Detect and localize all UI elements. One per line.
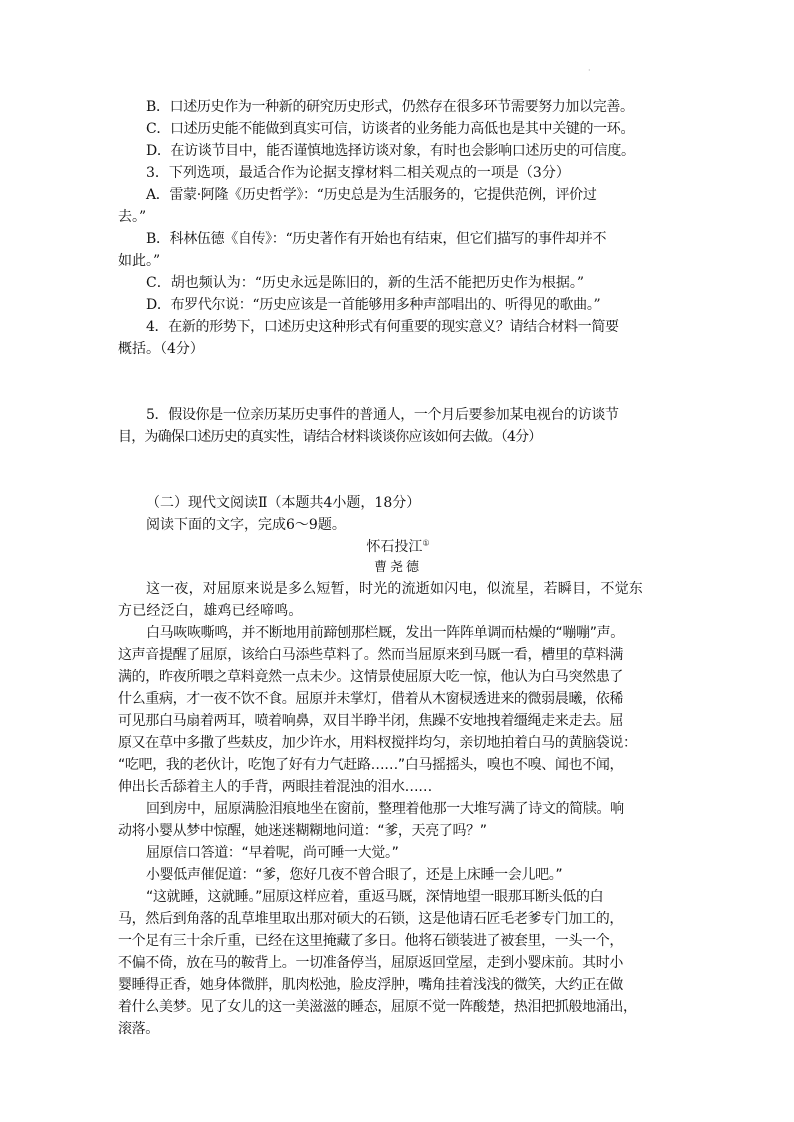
passage-line: 马，然后到角落的乱草堆里取出那对硕大的石锁，这是他请石匠毛老爹专门加工的，	[118, 911, 624, 927]
passage-line: 一个足有三十余斤重，已经在这里掩藏了多日。他将石锁装进了被套里，一头一个，	[118, 933, 624, 949]
passage-line: 满的，昨夜所喂之草料竟然一点未少。这情景使屈原大吃一惊，他认为白马突然患了	[118, 669, 624, 685]
passage-line: “这就睡，这就睡。”屈原这样应着，重返马厩，深情地望一眼那耳断头低的白	[146, 889, 604, 905]
passage-line: 不偏不倚，放在马的鞍背上。一切准备停当，屈原返回堂屋，走到小婴床前。其时小	[118, 955, 624, 971]
passage-line: 伸出长舌舔着主人的手背，两眼挂着混浊的泪水……	[118, 779, 432, 795]
q2-option-c: C．口述历史能不能做到真实可信，访谈者的业务能力高低也是其中关键的一环。	[146, 121, 635, 137]
q4-line1: 4．在新的形势下，口述历史这种形式有何重要的现实意义？请结合材料一简要	[146, 319, 619, 335]
q3-option-c: C．胡也频认为：“历史永远是陈旧的，新的生活不能把历史作为根据。”	[146, 275, 585, 291]
q5-line2: 目，为确保口述历史的真实性，请结合材料谈谈你应该如何去做。（4分）	[118, 429, 542, 445]
passage-body	[118, 578, 678, 1040]
passage-line: 原又在草中多撒了些麸皮，加少许水，用料杈搅拌均匀，亲切地拍着白马的黄脑袋说：	[118, 735, 637, 751]
passage-line: 着什么美梦。见了女儿的这一美滋滋的睡态，屈原不觉一阵酸楚，热泪把抓般地涌出，	[118, 999, 637, 1015]
q3-option-a-line1: A．雷蒙·阿隆《历史哲学》：“历史总是为生活服务的，它提供范例，评价过	[146, 187, 597, 203]
corner-mark: ·	[588, 66, 591, 75]
q4-line2: 概括。（4分）	[118, 341, 204, 357]
passage-title	[118, 536, 678, 558]
q2-option-d: D．在访谈节目中，能否谨慎地选择访谈对象，有时也会影响口述历史的可信度。	[146, 143, 635, 159]
q3-option-a-line2: 去。”	[118, 209, 147, 225]
q5-line1: 5．假设你是一位亲历某历史事件的普通人，一个月后要参加某电视台的访谈节	[146, 407, 619, 423]
passage-line: 屈原信口答道：“早着呢，尚可睡一大觉。”	[146, 845, 399, 861]
q3-stem: 3．下列选项，最适合作为论据支撑材料二相关观点的一项是（3分）	[146, 165, 570, 181]
passage-line: 这一夜，对屈原来说是多么短暂，时光的流逝如闪电，似流星，若瞬目，不觉东	[146, 581, 643, 597]
exam-page	[118, 96, 678, 1040]
answer-space	[118, 360, 678, 404]
passage-line: 小婴低声催促道：“爹，您好几夜不曾合眼了，还是上床睡一会儿吧。”	[146, 867, 563, 883]
q2-option-b: B．口述历史作为一种新的研究历史形式，仍然存在很多环节需要努力加以完善。	[146, 99, 634, 115]
section2-heading: （二）现代文阅读Ⅱ（本题共4小题，18分）	[146, 495, 421, 511]
q3-option-d: D．布罗代尔说：“历史应该是一首能够用多种声部唱出的、听得见的歌曲。”	[146, 297, 601, 313]
passage-line: 滚落。	[118, 1021, 159, 1037]
passage-line: 回到房中，屈原满脸泪痕地坐在窗前，整理着他那一大堆写满了诗文的简牍。响	[146, 801, 624, 817]
passage-author: 曹尧德	[373, 560, 422, 575]
passage-line: 婴睡得正香，她身体微胖，肌肉松弛，脸皮浮肿，嘴角挂着浅浅的微笑，大约正在做	[118, 977, 624, 993]
section2-instruction: 阅读下面的文字，完成6～9题。	[146, 517, 346, 533]
q3-option-b-line2: 如此。”	[118, 253, 161, 269]
passage-line: “吃吧，我的老伙计，吃饱了好有力气赶路……”白马摇摇头，嗅也不嗅、闻也不闻，	[118, 757, 624, 773]
passage-line: 可见那白马扇着两耳，喷着响鼻，双目半睁半闭，焦躁不安地拽着缰绳走来走去。屈	[118, 713, 624, 729]
passage-line: 方已经泛白，雄鸡已经啼鸣。	[118, 603, 303, 619]
passage-line: 白马咴咴嘶鸣，并不断地用前蹄刨那栏厩，发出一阵阵单调而枯燥的“嘣嘣”声。	[146, 625, 624, 641]
footnote-mark: ①	[422, 538, 430, 548]
passage-title-text: 怀石投江	[366, 539, 423, 555]
q3-option-b-line1: B．科林伍德《自传》：“历史著作有开始也有结束，但它们描写的事件却并不	[146, 231, 607, 247]
passage-line: 动将小婴从梦中惊醒，她迷迷糊糊地问道：“爹，天亮了吗？”	[118, 823, 487, 839]
passage-line: 什么重病，才一夜不饮不食。屈原并未掌灯，借着从木窗棂透进来的微弱晨曦，依稀	[118, 691, 624, 707]
passage-line: 这声音提醒了屈原，该给白马添些草料了。然而当屈原来到马厩一看，槽里的草料满	[118, 647, 624, 663]
section-gap	[118, 448, 678, 492]
